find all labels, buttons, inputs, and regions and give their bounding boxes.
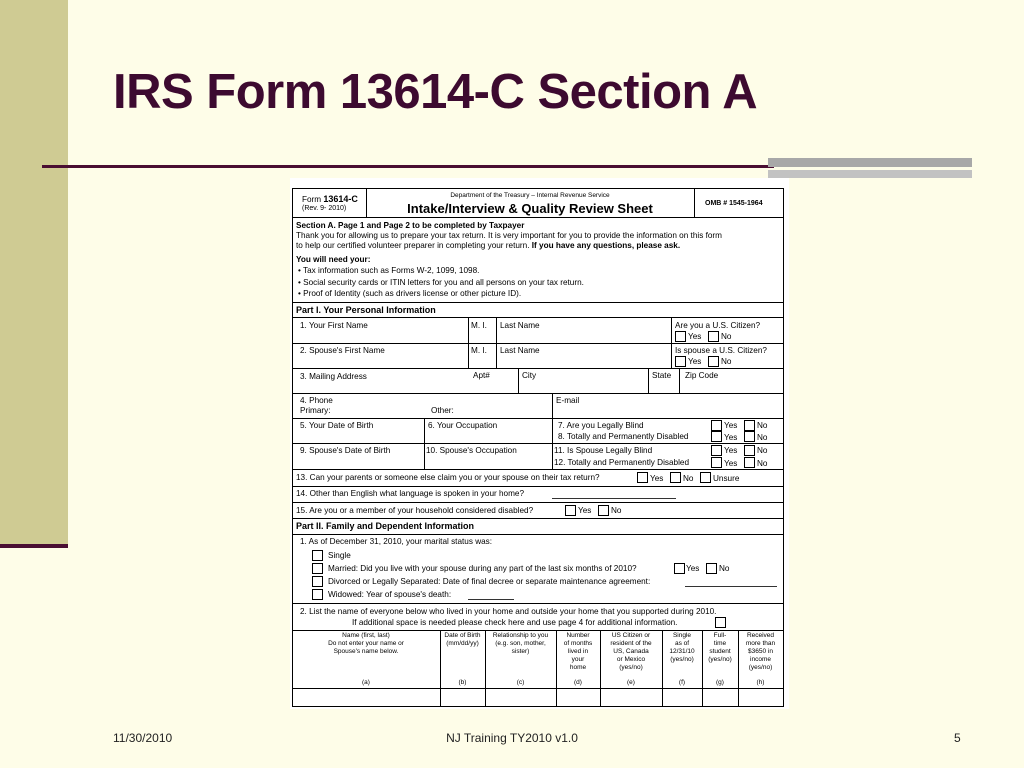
column-header-line: (yes/no) <box>748 664 773 671</box>
column-header-line: 12/31/10 <box>669 648 695 655</box>
column-letter: (e) <box>627 679 635 686</box>
spouse-disabled-no-checkbox[interactable] <box>744 457 755 468</box>
question-15: 15. Are you or a member of your household considered disabled? <box>296 506 534 515</box>
column-header-line: or Mexico <box>616 656 646 663</box>
no-label: No <box>757 446 768 455</box>
disabled-yes-checkbox[interactable] <box>711 431 722 442</box>
column-header-line: US, Canada <box>613 648 649 655</box>
yes-label: Yes <box>688 332 702 341</box>
no-label: No <box>721 357 732 366</box>
no-label: No <box>721 332 732 341</box>
spouse-citizen-question: Is spouse a U.S. Citizen? <box>675 346 767 355</box>
no-label: No <box>757 421 768 430</box>
q15-no-checkbox[interactable] <box>598 505 609 516</box>
column-header-line: Spouse's name below. <box>333 648 399 655</box>
column-header-line: Received <box>746 632 775 639</box>
marital-status-question: 1. As of December 31, 2010, your marital status was: <box>300 537 493 546</box>
title-grey-bar <box>768 158 972 178</box>
field-spouse-legally-blind: 11. Is Spouse Legally Blind <box>554 446 653 455</box>
field-disabled: 8. Totally and Permanently Disabled <box>558 432 689 441</box>
yes-label: Yes <box>724 459 738 468</box>
part-2-heading: Part II. Family and Dependent Information <box>296 521 475 531</box>
yes-label: Yes <box>650 474 664 483</box>
column-letter: (h) <box>756 679 765 686</box>
column-header-line: (yes/no) <box>708 656 732 663</box>
need-item: • Tax information such as Forms W-2, 1099, 1098. <box>298 266 480 275</box>
part-1-heading: Part I. Your Personal Information <box>296 305 436 315</box>
divorced-checkbox[interactable] <box>312 576 323 587</box>
column-header-line: Date of Birth <box>444 632 481 639</box>
omb-number: OMB # 1545-1964 <box>705 200 763 207</box>
table-column-header <box>292 632 440 656</box>
married-yes-checkbox[interactable] <box>674 563 685 574</box>
table-column-header <box>738 632 783 672</box>
need-item: • Proof of Identity (such as drivers license or other picture ID). <box>298 289 522 298</box>
married-label: Married: Did you live with your spouse during any part of the last six months of 2010? <box>328 564 637 573</box>
field-dob: 5. Your Date of Birth <box>300 421 374 430</box>
field-phone-primary: Primary: <box>300 406 331 415</box>
slide-title: IRS Form 13614-C Section A <box>113 65 758 119</box>
yes-label: Yes <box>724 433 738 442</box>
left-accent-rule <box>0 544 68 548</box>
column-header-line: (e.g. son, mother, <box>495 640 546 647</box>
field-mi: M. I. <box>471 321 487 330</box>
field-occupation: 6. Your Occupation <box>428 421 498 430</box>
field-last-name: Last Name <box>500 321 540 330</box>
column-header-line: (yes/no) <box>670 656 694 663</box>
column-header-line: Full- <box>713 632 727 639</box>
column-header-line: home <box>569 664 587 671</box>
form-13614c-image <box>290 178 789 709</box>
question-13: 13. Can your parents or someone else claim you or your spouse on their tax return? <box>296 473 600 482</box>
column-header-line: (yes/no) <box>619 664 643 671</box>
table-column-header <box>556 632 600 672</box>
column-header-line: lived in <box>567 648 589 655</box>
spouse-citizen-yes-checkbox[interactable] <box>675 356 686 367</box>
column-header-line: Name (first, last) <box>342 632 390 639</box>
field-apt: Apt# <box>473 371 490 380</box>
column-header-line: as of <box>674 640 690 647</box>
column-header-line: time <box>713 640 727 647</box>
single-label: Single <box>328 551 351 560</box>
no-label: No <box>683 474 694 483</box>
question-14: 14. Other than English what language is spoken in your home? <box>296 489 525 498</box>
intro-line-2: to help our certified volunteer preparer in completing your return. If you have any questions, please ask. <box>296 241 681 250</box>
column-header-line: Single <box>672 632 692 639</box>
column-letter: (a) <box>362 679 370 686</box>
column-header-line: of months <box>563 640 593 647</box>
no-label: No <box>757 459 768 468</box>
column-header-line: student <box>709 648 731 655</box>
footer-date: 11/30/2010 <box>113 731 173 745</box>
column-header-line: (mm/dd/yy) <box>446 640 479 647</box>
field-phone: 4. Phone <box>300 396 333 405</box>
table-column-header <box>662 632 702 664</box>
yes-label: Yes <box>578 506 592 515</box>
field-mailing-address: 3. Mailing Address <box>300 372 367 381</box>
field-legally-blind: 7. Are you Legally Blind <box>558 421 644 430</box>
column-header-line: Relationship to you <box>492 632 549 639</box>
field-spouse-mi: M. I. <box>471 346 487 355</box>
column-letter: (f) <box>678 679 686 686</box>
additional-space-checkbox[interactable] <box>715 617 726 628</box>
form-department: Department of the Treasury – Internal Revenue Service <box>450 192 610 199</box>
citizen-yes-checkbox[interactable] <box>675 331 686 342</box>
disabled-no-checkbox[interactable] <box>744 431 755 442</box>
no-label: No <box>611 506 622 515</box>
q15-yes-checkbox[interactable] <box>565 505 576 516</box>
no-label: No <box>719 564 730 573</box>
column-letter: (b) <box>458 679 467 686</box>
yes-label: Yes <box>724 446 738 455</box>
footer-page-number: 5 <box>954 731 961 745</box>
need-item: • Social security cards or ITIN letters for you and all persons on your tax return. <box>298 278 584 287</box>
spouse-citizen-no-checkbox[interactable] <box>708 356 719 367</box>
spouse-blind-no-checkbox[interactable] <box>744 445 755 456</box>
field-zip: Zip Code <box>685 371 719 380</box>
married-checkbox[interactable] <box>312 563 323 574</box>
title-rule <box>42 165 774 168</box>
column-header-line: resident of the <box>610 640 652 647</box>
column-header-line: more than <box>745 640 776 647</box>
q13-no-checkbox[interactable] <box>670 472 681 483</box>
section-a-heading: Section A. Page 1 and Page 2 to be completed by Taxpayer <box>296 221 525 230</box>
blind-no-checkbox[interactable] <box>744 420 755 431</box>
table-column-header <box>702 632 738 664</box>
field-state: State <box>652 371 672 380</box>
table-column-header <box>440 632 485 648</box>
dependents-question: 2. List the name of everyone below who lived in your home and outside your home that you supported during 2010. <box>300 607 717 616</box>
field-spouse-occupation: 10. Spouse's Occupation <box>426 446 517 455</box>
column-letter: (d) <box>574 679 582 686</box>
column-letter: (c) <box>516 679 525 686</box>
yes-label: Yes <box>724 421 738 430</box>
column-header-line: income <box>750 656 771 663</box>
you-will-need: You will need your: <box>296 255 371 264</box>
widowed-checkbox[interactable] <box>312 589 323 600</box>
field-spouse-last-name: Last Name <box>500 346 540 355</box>
column-header-line: sister) <box>511 648 530 655</box>
column-header-line: your <box>571 656 585 663</box>
column-header-line: Number <box>566 632 590 639</box>
field-spouse-first-name: 2. Spouse's First Name <box>300 346 385 355</box>
intro-line-1: Thank you for allowing us to prepare your tax return. It is very important for you to provide the information on this form <box>296 231 722 240</box>
widowed-label: Widowed: Year of spouse's death: <box>328 590 452 599</box>
table-column-header <box>485 632 556 656</box>
blind-yes-checkbox[interactable] <box>711 420 722 431</box>
table-column-header <box>600 632 662 672</box>
married-no-checkbox[interactable] <box>706 563 717 574</box>
form-title: Intake/Interview & Quality Review Sheet <box>407 201 653 216</box>
column-header-line: Do not enter your name or <box>328 640 404 647</box>
divorced-label: Divorced or Legally Separated: Date of final decree or separate maintenance agreement: <box>328 577 651 586</box>
field-email: E-mail <box>556 396 580 405</box>
spouse-disabled-yes-checkbox[interactable] <box>711 457 722 468</box>
q13-unsure-checkbox[interactable] <box>700 472 711 483</box>
field-spouse-disabled: 12. Totally and Permanently Disabled <box>554 458 690 467</box>
no-label: No <box>757 433 768 442</box>
single-checkbox[interactable] <box>312 550 323 561</box>
column-header-line: US Citizen or <box>611 632 651 639</box>
column-header-line: $3650 in <box>748 648 773 655</box>
form-label: Form 13614-C <box>302 194 358 204</box>
dependents-additional: If additional space is needed please check here and use page 4 for additional information. <box>352 618 678 627</box>
yes-label: Yes <box>688 357 702 366</box>
field-phone-other: Other: <box>431 406 454 415</box>
field-first-name: 1. Your First Name <box>300 321 368 330</box>
q13-yes-checkbox[interactable] <box>637 472 648 483</box>
form-revision: (Rev. 9- 2010) <box>302 205 347 212</box>
field-spouse-dob: 9. Spouse's Date of Birth <box>300 446 391 455</box>
spouse-blind-yes-checkbox[interactable] <box>711 445 722 456</box>
field-city: City <box>522 371 537 380</box>
citizen-question: Are you a U.S. Citizen? <box>675 321 761 330</box>
citizen-no-checkbox[interactable] <box>708 331 719 342</box>
left-accent-bar <box>0 0 68 548</box>
unsure-label: Unsure <box>713 474 740 483</box>
yes-label: Yes <box>686 564 700 573</box>
column-letter: (g) <box>716 679 724 686</box>
footer-title: NJ Training TY2010 v1.0 <box>446 731 578 745</box>
